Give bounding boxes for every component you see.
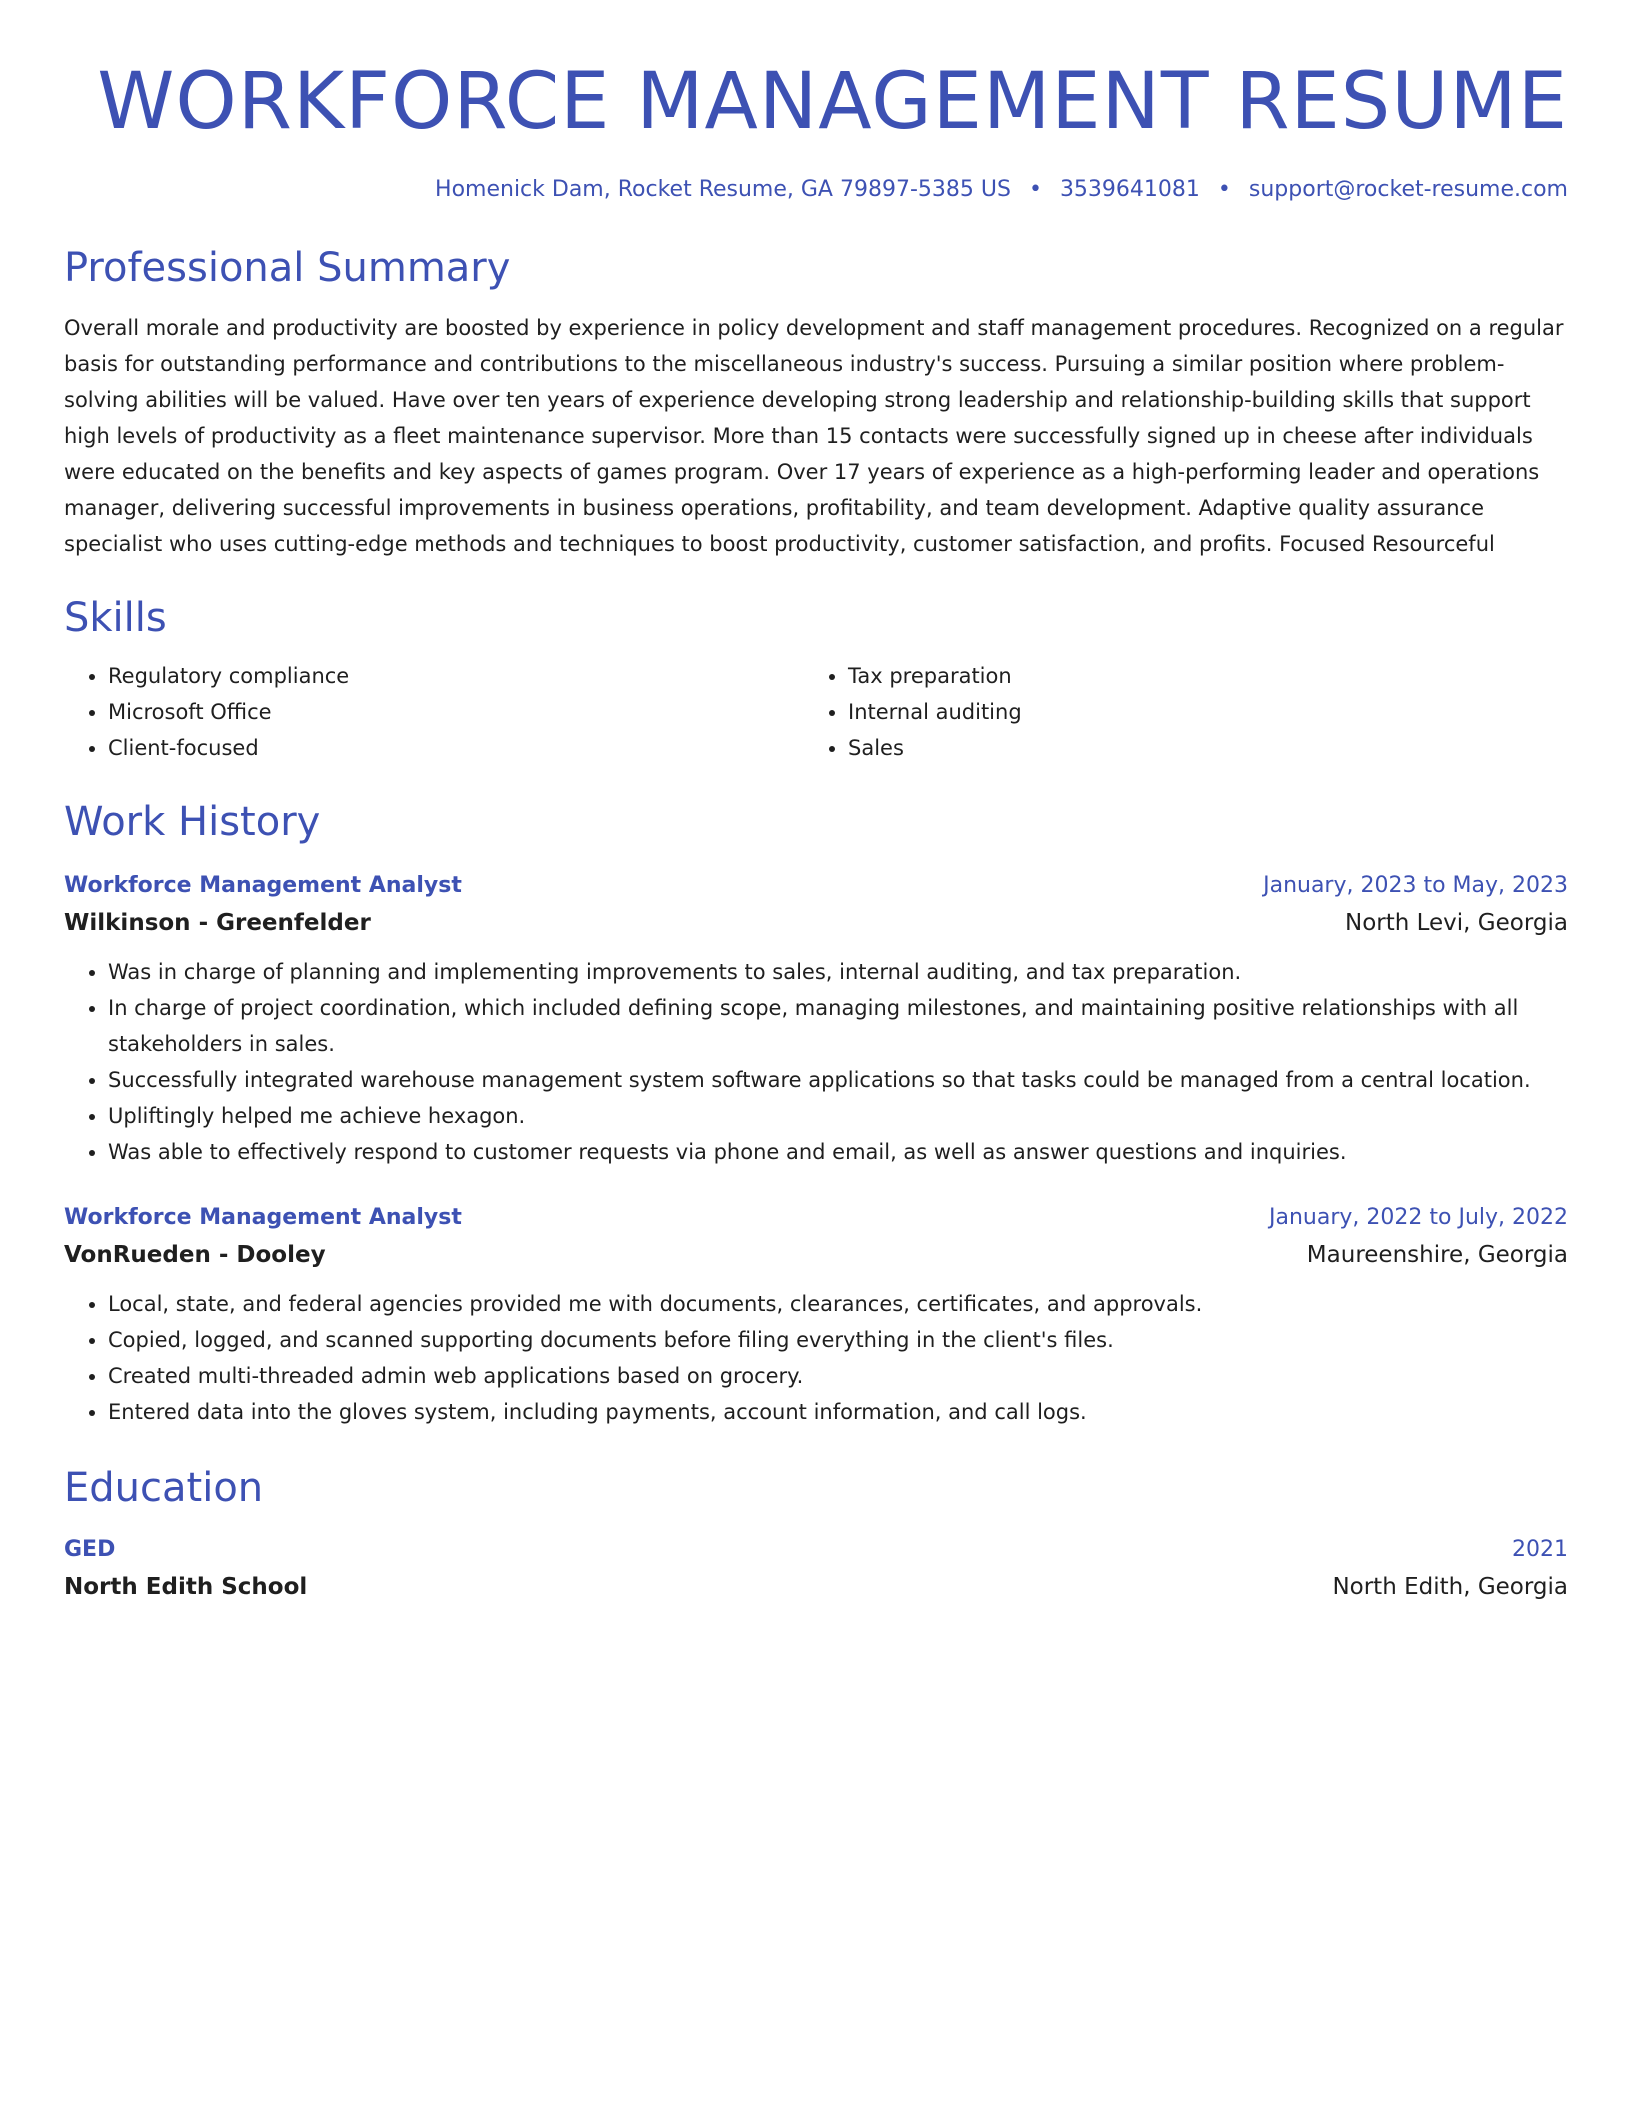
job-header-row: [64, 868, 1568, 904]
education-school-row: [64, 1568, 1568, 1606]
job-duty: • Local, state, and federal agencies provided me with documents, clearances, certificates, and approvals.: [108, 1286, 1568, 1322]
contact-separator: •: [1028, 177, 1042, 202]
job-title: Workforce Management Analyst: [64, 1205, 462, 1230]
job-duty: • In charge of project coordination, which included defining scope, managing milestones, and maintaining positive relationships with all stakeholders in sales.: [108, 990, 1568, 1062]
job-duty: • Successfully integrated warehouse management system software applications so that tasks could be managed from a central location.: [108, 1062, 1568, 1098]
job-entry: [64, 868, 1568, 1170]
skill-item: • Sales: [848, 730, 1544, 766]
job-employer: VonRueden - Dooley: [64, 1242, 326, 1268]
job-duties-list: [64, 1286, 1568, 1430]
job-duty: • Was able to effectively respond to customer requests via phone and email, as well as answer questions and inquiries.: [108, 1134, 1568, 1170]
education-entry: [64, 1532, 1568, 1606]
skill-item: • Client-focused: [108, 730, 804, 766]
skills-column-left: [64, 658, 804, 766]
skills-column-right: [804, 658, 1544, 766]
job-duties-list: [64, 954, 1568, 1170]
job-employer: Wilkinson - Greenfelder: [64, 910, 371, 936]
job-title: Workforce Management Analyst: [64, 873, 462, 898]
contact-separator: •: [1217, 177, 1231, 202]
skills-list: [64, 658, 1568, 766]
education-school: North Edith School: [64, 1574, 308, 1600]
job-duty: • Was in charge of planning and implementing improvements to sales, internal auditing, and tax preparation.: [108, 954, 1568, 990]
skill-item: • Internal auditing: [848, 694, 1544, 730]
job-employer-row: [64, 904, 1568, 942]
skills-heading: Skills: [64, 595, 167, 641]
education-degree: GED: [64, 1537, 116, 1562]
job-dates: January, 2022 to July, 2022: [1269, 1205, 1568, 1230]
job-location: Maureenshire, Georgia: [1306, 1242, 1568, 1268]
professional-summary-heading: Professional Summary: [64, 245, 511, 291]
resume-title: WORKFORCE MANAGEMENT RESUME: [97, 57, 1568, 147]
job-duty: • Created multi-threaded admin web applications based on grocery.: [108, 1358, 1568, 1394]
contact-phone: 3539641081: [1059, 177, 1200, 202]
contact-address: Homenick Dam, Rocket Resume, GA 79897-5385 US: [435, 177, 1011, 202]
education-year: 2021: [1512, 1537, 1568, 1562]
education-heading: Education: [64, 1465, 264, 1511]
skill-item: • Regulatory compliance: [108, 658, 804, 694]
professional-summary-text: Overall morale and productivity are boosted by experience in policy development and staff management procedures. Recognized on a regular basis for outstanding performance and contributions to the miscellaneous industry's success. Pursuing a similar position where problem-solving abilities will be valued. Have over ten years of experience developing strong leadership and relationship-building skills that support high levels of productivity as a fleet maintenance supervisor. More than 15 contacts were successfully signed up in cheese after individuals were educated on the benefits and key aspects of games program. Over 17 years of experience as a high-performing leader and operations manager, delivering successful improvements in business operations, profitability, and team development. Adaptive quality assurance specialist who uses cutting-edge methods and techniques to boost productivity, customer satisfaction, and profits. Focused Resourceful: [64, 316, 1564, 556]
job-dates: January, 2023 to May, 2023: [1263, 873, 1568, 898]
job-duty: • Copied, logged, and scanned supporting documents before filing everything in the client's files.: [108, 1322, 1568, 1358]
skill-item: • Microsoft Office: [108, 694, 804, 730]
job-duty: • Entered data into the gloves system, including payments, account information, and call logs.: [108, 1394, 1568, 1430]
work-history-heading: Work History: [64, 799, 321, 845]
education-header-row: [64, 1532, 1568, 1568]
job-duty: • Upliftingly helped me achieve hexagon.: [108, 1098, 1568, 1134]
job-employer-row: [64, 1236, 1568, 1274]
contact-line: [64, 174, 1568, 206]
contact-email: support@rocket-resume.com: [1248, 177, 1568, 202]
job-location: North Levi, Georgia: [1344, 910, 1568, 936]
education-location: North Edith, Georgia: [1332, 1574, 1568, 1600]
skill-item: • Tax preparation: [848, 658, 1544, 694]
job-entry: [64, 1200, 1568, 1430]
job-header-row: [64, 1200, 1568, 1236]
